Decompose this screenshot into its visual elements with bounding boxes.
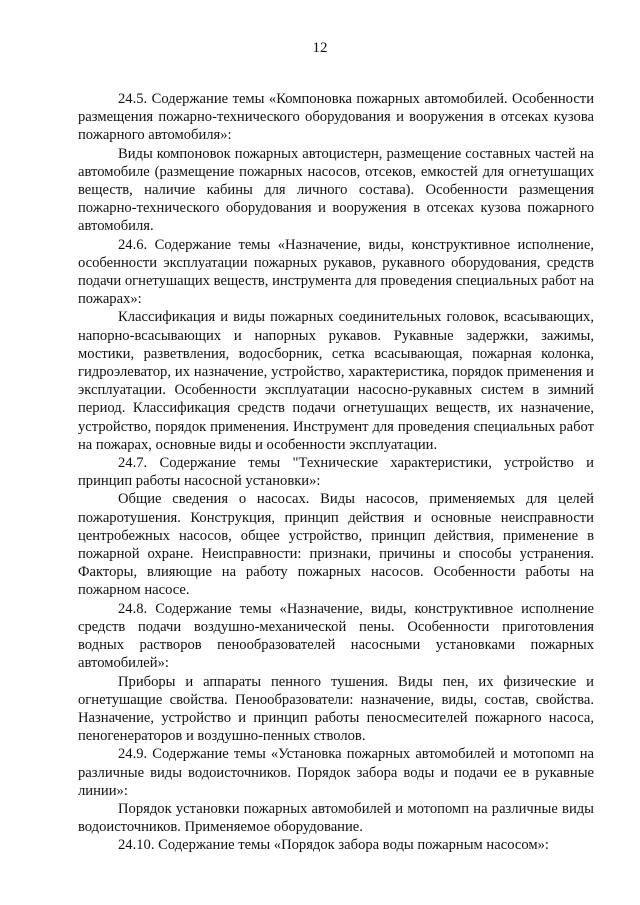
section-24-5-topic: 24.5. Содержание темы «Компоновка пожарных автомобилей. Особенности размещения пожарно-технического оборудования и вооружения в отсеках кузова пожарного автомобиля»: <box>78 91 594 144</box>
section-24-9-body: Порядок установки пожарных автомобилей и мотопомп на различные виды водоисточников. Применяемое оборудование. <box>78 800 594 836</box>
page-number: 12 <box>312 40 328 56</box>
section-24-7-body: Общие сведения о насосах. Виды насосов, применяемых для целей пожаротушения. Конструкция, принцип действия и основные неисправности центробежных насосов, общее устройство, принцип действия, применение в пожарной охране. Неисправности: признаки, причины и способы устранения. Факторы, влияющие на работу пожарных насосов. Особенности работы на пожарном насосе. <box>78 491 594 599</box>
section-24-7-topic: 24.7. Содержание темы "Технические характеристики, устройство и принцип работы насосной установки»: <box>78 455 594 490</box>
section-24-9-topic: 24.9. Содержание темы «Установка пожарных автомобилей и мотопомп на различные виды водоисточников. Порядок забора воды и подачи ее в рукавные линии»: <box>78 746 594 799</box>
section-24-6-topic: 24.6. Содержание темы «Назначение, виды, конструктивное исполнение, особенности эксплуатации пожарных рукавов, рукавного оборудования, средств подачи огнетушащих веществ, инструмента для проведения специальных работ на пожарах»: <box>78 236 594 308</box>
section-24-5-body: Виды компоновок пожарных автоцистерн, размещение составных частей на автомобиле (размещение пожарных насосов, отсеков, емкостей для огнетушащих веществ, наличие кабины для личного состава). Особенности размещения пожарно-технического оборудования и вооружения в отсеках кузова пожарного автомобиля. <box>78 145 594 235</box>
section-24-6-body: Классификация и виды пожарных соединительных головок, всасывающих, напорно-всасывающих и напорных рукавов. Рукавные задержки, зажимы, мостики, разветвления, водосборник, сетка всасывающая, пожарная колонка, гидроэлеватор, их назначение, устройство, характеристика, порядок применения и эксплуатации. Особенности эксплуатации насосно-рукавных систем в зимний период. Классификация средств подачи огнетушащих веществ, их назначение, устройство, порядок применения. Инструмент для проведения специальных работ на пожарах, основные виды и особенности эксплуатации. <box>78 309 594 453</box>
section-24-8-body: Приборы и аппараты пенного тушения. Виды пен, их физические и огнетушащие свойства. Пенообразователи: назначение, виды, состав, свойства. Назначение, устройство и принцип работы пеносмесителей пожарного насоса, пеногенераторов и воздушно-пенных стволов. <box>78 673 594 745</box>
document-body <box>78 90 594 855</box>
section-24-8-topic: 24.8. Содержание темы «Назначение, виды, конструктивное исполнение средств подачи воздушно-механической пены. Особенности приготовления водных растворов пенообразователей насосными установками пожарных автомобилей»: <box>78 600 594 672</box>
section-24-10-topic: 24.10. Содержание темы «Порядок забора воды пожарным насосом»: <box>118 837 549 854</box>
